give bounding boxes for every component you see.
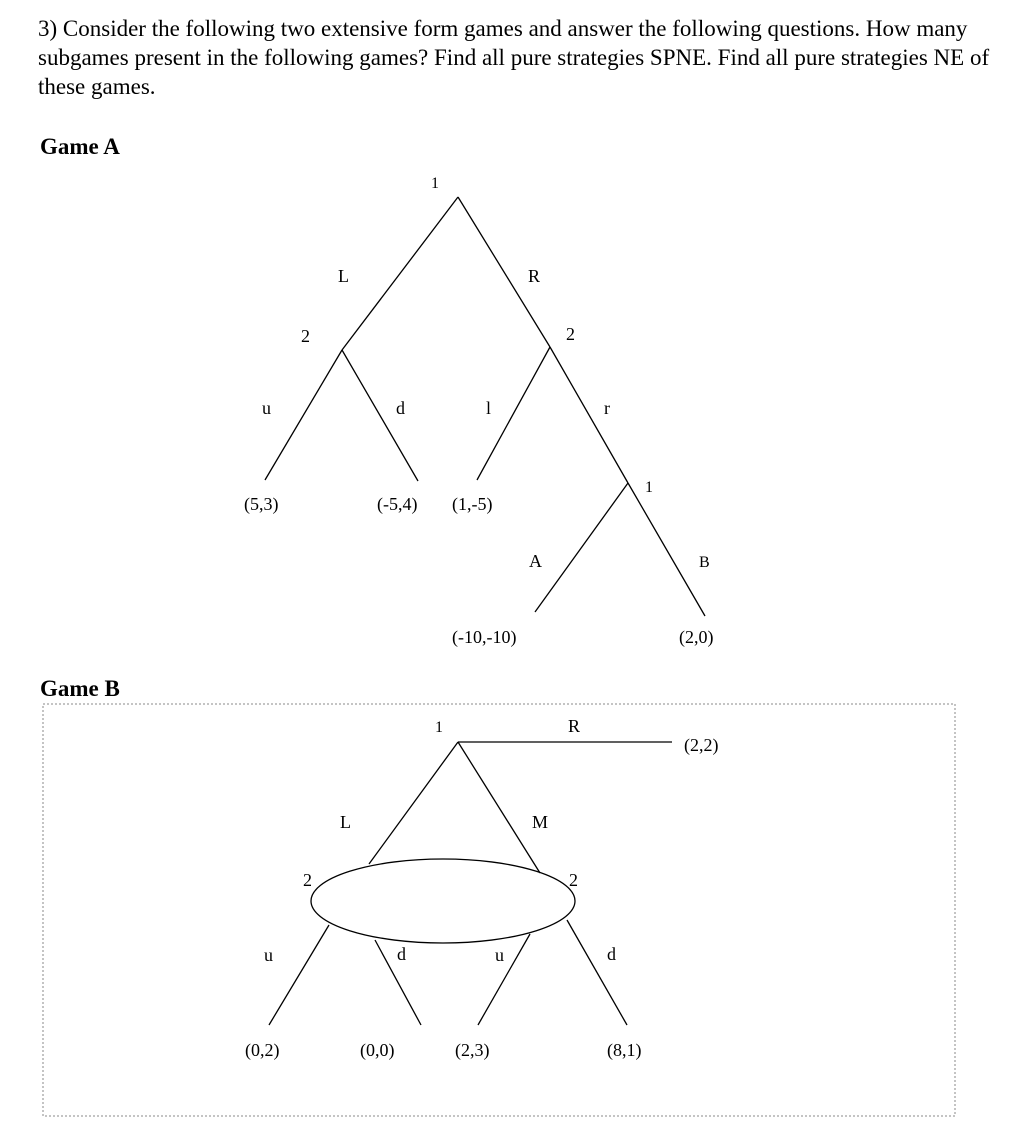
game-a-action-R: R xyxy=(528,266,541,286)
game-a-payoff-A: (-10,-10) xyxy=(452,627,517,647)
game-b-action-d-left: d xyxy=(397,944,406,964)
game-a-payoff-d: (-5,4) xyxy=(377,494,418,514)
game-a-edge-r xyxy=(550,347,628,483)
game-a-third-node-player: 1 xyxy=(645,479,653,496)
game-b-action-M: M xyxy=(532,812,549,832)
game-b-information-set xyxy=(311,859,575,943)
game-b-action-u-left: u xyxy=(264,945,273,965)
game-a-tree xyxy=(244,175,714,648)
game-b-payoff-Mu: (2,3) xyxy=(455,1040,490,1060)
game-a-title: Game A xyxy=(40,134,120,159)
game-a-edge-d xyxy=(342,350,418,481)
game-a-left-node-player: 2 xyxy=(301,326,310,346)
game-b-payoff-Lu: (0,2) xyxy=(245,1040,280,1060)
game-a-edge-B xyxy=(628,483,705,616)
game-b-root-player: 1 xyxy=(435,719,443,736)
game-a-action-r: r xyxy=(604,398,610,418)
game-b-tree xyxy=(245,716,719,1061)
game-b-payoff-Ld: (0,0) xyxy=(360,1040,395,1060)
game-b-action-u-right: u xyxy=(495,945,504,965)
game-a-edge-u xyxy=(265,350,342,480)
game-b-edge-right-u xyxy=(478,934,530,1025)
game-a-edge-L xyxy=(342,197,458,350)
game-b-payoff-Md: (8,1) xyxy=(607,1040,642,1060)
game-a-action-B: B xyxy=(699,554,710,571)
game-a-action-A: A xyxy=(529,551,542,571)
game-a-action-l: l xyxy=(486,398,492,418)
game-b-edge-right-d xyxy=(567,920,627,1025)
game-a-action-L: L xyxy=(338,266,349,286)
game-a-payoff-u: (5,3) xyxy=(244,494,279,514)
game-b-edge-M xyxy=(458,742,540,873)
game-b-edge-L xyxy=(369,742,458,864)
game-b-title: Game B xyxy=(40,676,120,701)
question-text: 3) Consider the following two extensive form games and answer the following questions. How many subgames present in the following games? Find all pure strategies SPNE. Find all pure strategies NE of these games. xyxy=(38,16,990,99)
game-b-frame xyxy=(43,704,955,1116)
game-b-info-set-player-right: 2 xyxy=(569,870,578,890)
game-b-payoff-R: (2,2) xyxy=(684,735,719,755)
game-a-payoff-B: (2,0) xyxy=(679,627,714,647)
game-a-action-u: u xyxy=(262,398,271,418)
game-b-info-set-player-left: 2 xyxy=(303,870,312,890)
game-a-edge-A xyxy=(535,483,628,612)
game-b-action-L: L xyxy=(340,812,351,832)
game-a-root-player: 1 xyxy=(431,175,439,192)
game-b-edge-left-u xyxy=(269,925,329,1025)
game-a-right-node-player: 2 xyxy=(566,324,575,344)
game-b-action-R: R xyxy=(568,716,581,736)
game-b-action-d-right: d xyxy=(607,944,616,964)
game-a-payoff-l: (1,-5) xyxy=(452,494,493,514)
game-a-action-d: d xyxy=(396,398,405,418)
